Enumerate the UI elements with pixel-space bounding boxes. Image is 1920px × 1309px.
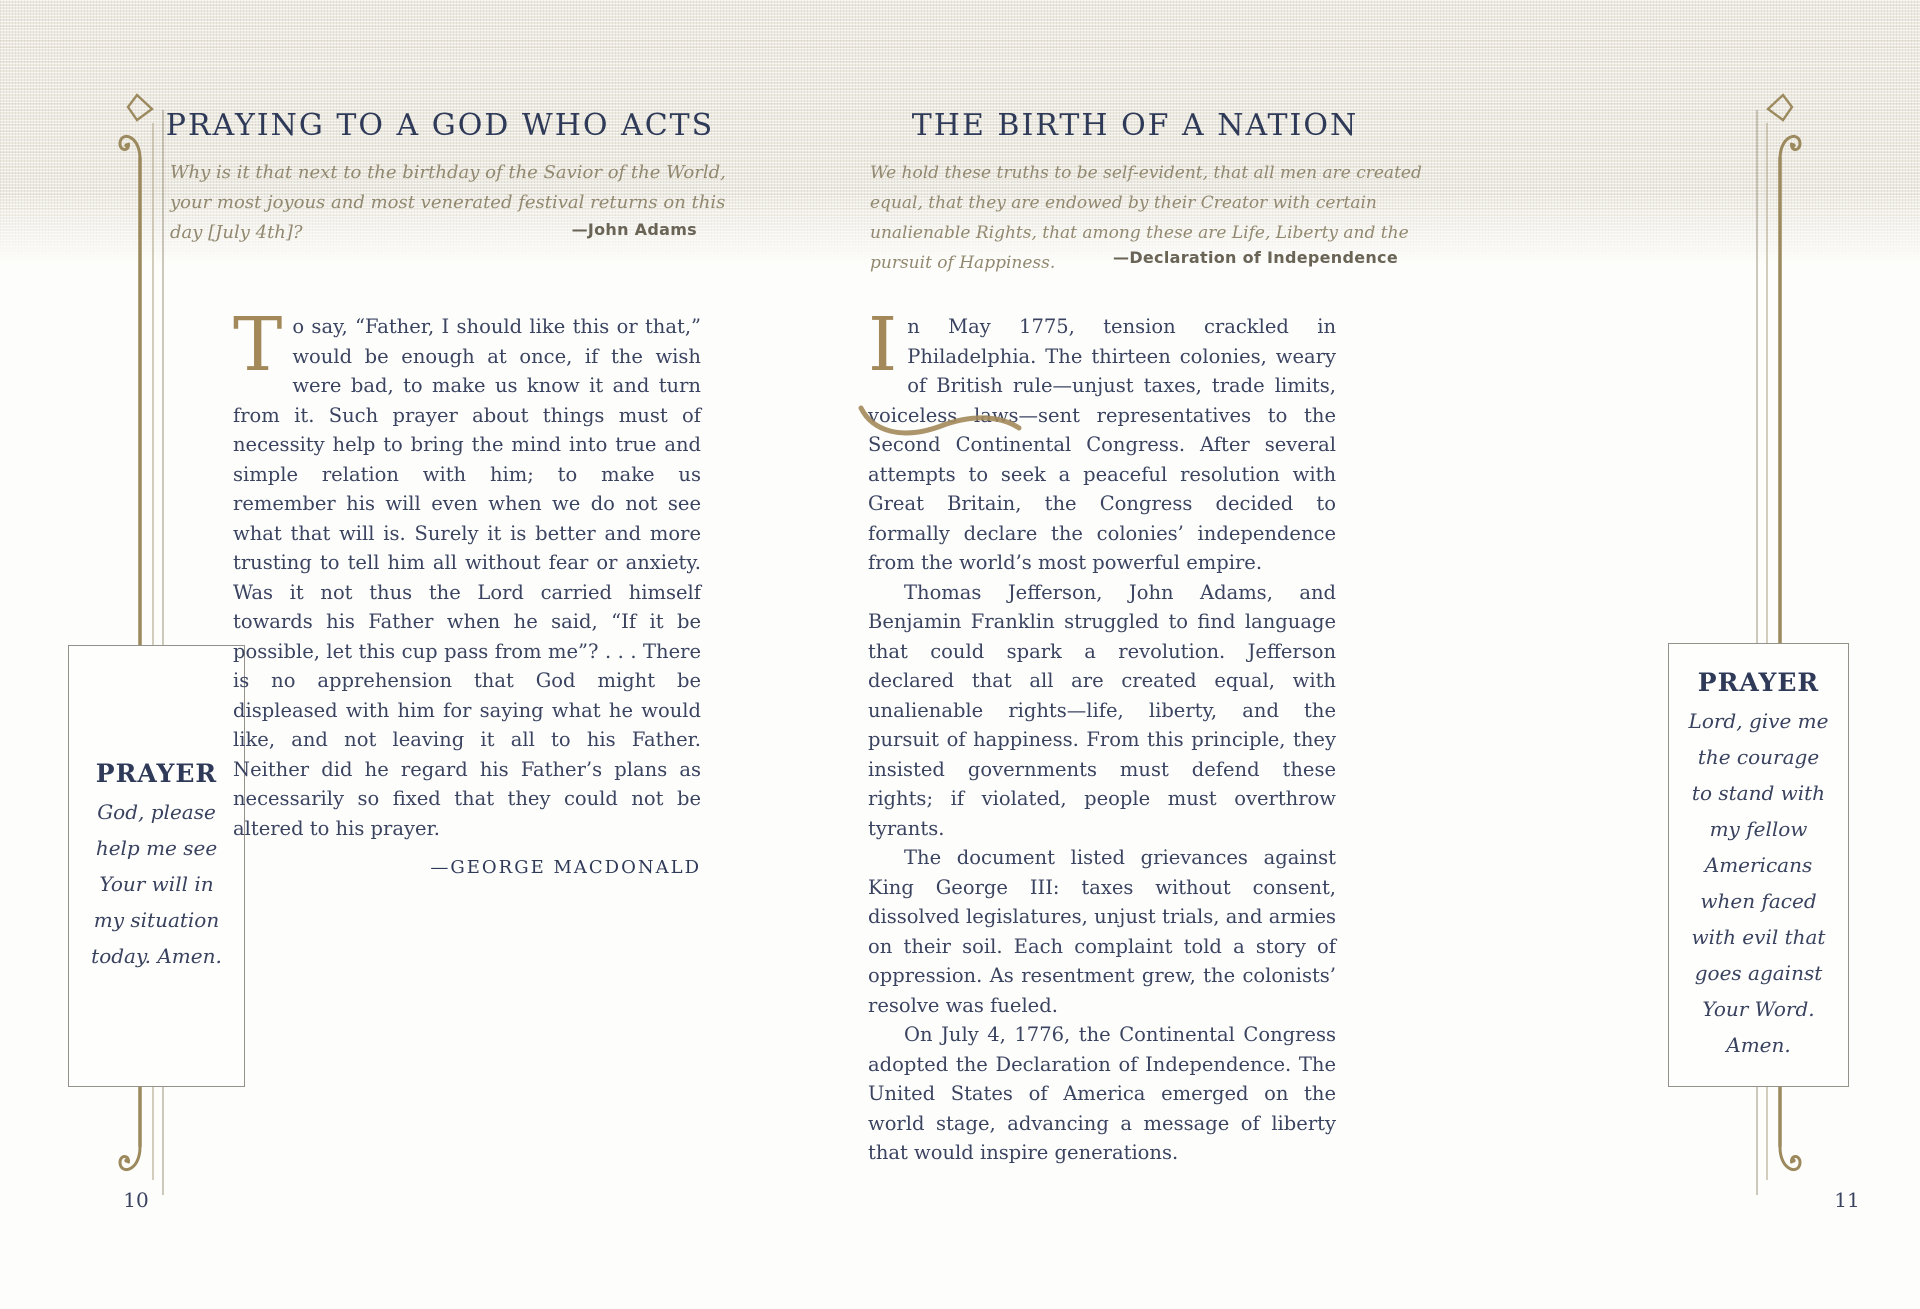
prayer-line: today. Amen. [91, 943, 222, 968]
prayer-line: my situation [93, 907, 220, 932]
prayer-line: my fellow [1709, 816, 1808, 841]
drop-cap-swash-icon [855, 398, 1025, 448]
prayer-box-right [1668, 643, 1849, 1087]
left-page-title: PRAYING TO A GOD WHO ACTS [165, 108, 715, 144]
left-epigraph: Why is it that next to the birthday of the Savior of the World, your most joyous and most venerated festival returns on this day [July 4th]? [170, 162, 726, 243]
prayer-line: Americans [1704, 852, 1813, 877]
body-paragraph: The document listed grievances against King George III: taxes without consent, dissolved legislatures, unjust trials, and armies on their soil. Each complaint told a story of oppression. As resentment grew, the colonists’ resolve was fueled. [868, 846, 1336, 1017]
page-number-left: 10 [123, 1188, 149, 1212]
drop-cap-i: I [868, 302, 898, 388]
prayer-line: Amen. [1726, 1032, 1791, 1057]
prayer-box-left [68, 645, 245, 1087]
prayer-line: when faced [1700, 888, 1817, 913]
prayer-line: to stand with [1691, 780, 1826, 805]
body-paragraph: On July 4, 1776, the Continental Congress adopted the Declaration of Independence. The United States of America emerged on the world stage, advancing a message of liberty that would inspire generations. [868, 1023, 1336, 1164]
right-epigraph: We hold these truths to be self-evident, that all men are created equal, that they are endowed by their Creator with certain unalienable Rights, that among these are Life, Liberty and the pursuit of Happiness. [870, 163, 1422, 273]
prayer-line: Your will in [99, 871, 214, 896]
prayer-line: help me see [95, 835, 218, 860]
body-text: o say, “Father, I should like this or that,” would be enough at once, if the wish were bad, to make us know it and turn from it. Such prayer about things must of necessity help to bring the mind into true and simple relation with him; to make us remember his will even when we do not see what that will is. Surely it is better and more trusting to tell him all without fear or anxiety. Was it not thus the Lord carried himself towards his Father when he said, “If it be possible, let this cup pass from me”? . . . There is no apprehension that God might be displeased with him for saying what he would like, and not leaving it all to his Father. Neither did he regard his Father’s plans as necessarily so fixed that they could not be altered to his prayer. [233, 315, 701, 840]
prayer-label: PRAYER [1697, 667, 1820, 697]
body-paragraph [233, 302, 701, 843]
left-epigraph-attribution: —John Adams [571, 220, 697, 239]
prayer-line: goes against [1694, 960, 1823, 985]
prayer-line: with evil that [1691, 924, 1826, 949]
prayer-line: God, please [97, 799, 216, 824]
drop-cap-t: T [233, 302, 283, 388]
right-page-title: THE BIRTH OF A NATION [911, 108, 1359, 144]
body-paragraph: Thomas Jefferson, John Adams, and Benjamin Franklin struggled to find language that could spark a revolution. Jefferson declared that all are created equal, with unalienable rights—life, liberty, and the pursuit of happiness. From this principle, they insisted governments must defend these rights; if violated, people must overthrow tyrants. [868, 580, 1336, 840]
prayer-line: Your Word. [1702, 996, 1815, 1021]
left-body-attribution: —GEORGE MACDONALD [430, 857, 701, 878]
body-text: n May 1775, tension crackled in Philadelphia. The thirteen colonies, weary of British rule—unjust taxes, trade limits, voiceless laws—sent representatives to the Second Continental Congress. After several attempts to seek a peaceful resolution with Great Britain, the Congress decided to formally declare the colonies’ independence from the world’s most powerful empire. [868, 315, 1336, 574]
prayer-line: Lord, give me [1688, 708, 1829, 733]
prayer-line: the courage [1697, 744, 1820, 769]
page-number-right: 11 [1834, 1188, 1860, 1212]
prayer-label: PRAYER [95, 758, 218, 788]
right-epigraph-attribution: —Declaration of Independence [1113, 248, 1398, 267]
left-body-column [233, 302, 701, 883]
